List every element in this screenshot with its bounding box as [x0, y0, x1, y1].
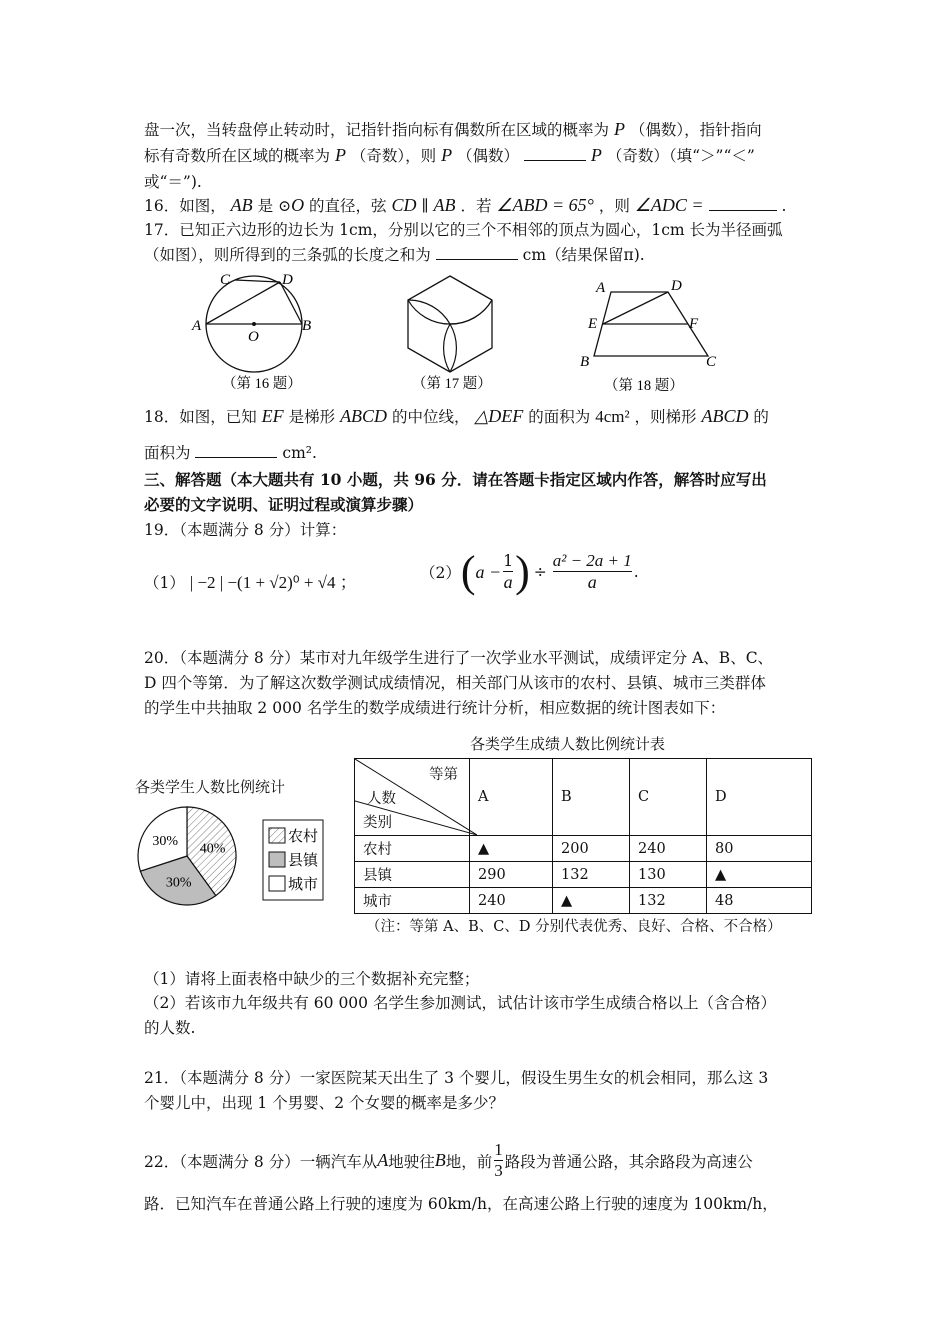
table-cell: 240: [630, 836, 707, 862]
answer-blank-17[interactable]: [436, 245, 518, 260]
header-d: D: [707, 759, 812, 836]
row-label: 农村: [355, 836, 470, 862]
q19-part1: （1） | −2 | −(1 + √2)⁰ + √4 ；: [144, 573, 357, 592]
q19-title: 19．（本题满分 8 分）计算：: [144, 521, 347, 539]
q20-line2: D 四个等第．为了解这次数学测试成绩情况，相关部门从该市的农村、县镇、城市三类群体: [144, 674, 766, 692]
table-note: （注：等第 A、B、C、D 分别代表优秀、良好、合格、不合格）: [366, 919, 782, 935]
answer-blank-15[interactable]: [524, 146, 586, 161]
row-label: 县镇: [355, 862, 470, 888]
q18-line1: 18．如图，已知 EF 是梯形 ABCD 的中位线， △DEF 的面积为 4cm² ，则梯形 ABCD 的: [144, 406, 769, 426]
header-c: C: [630, 759, 707, 836]
q15-line1: 盘一次，当转盘停止转动时，记指针指向标有偶数所在区域的概率为 P （偶数），指针指向: [144, 119, 762, 139]
table-title: 各类学生成绩人数比例统计表: [470, 735, 666, 753]
label-d18: D: [671, 278, 682, 294]
section-3-heading: 三、解答题（本大题共有 10 小题，共 96 分．请在答题卡指定区域内作答，解答时应写出: [144, 470, 767, 489]
row-label: 城市: [355, 888, 470, 914]
q18-line2: 面积为 cm².: [144, 444, 317, 462]
q16-line: 16．如图， AB 是 ⊙O 的直径，弦 CD ∥ AB ．若 ∠ABD = 65° ，则 ∠ADC = .: [144, 195, 787, 215]
pie-title: 各类学生人数比例统计: [135, 778, 286, 796]
pie-label: 40%: [199, 841, 226, 857]
right-paren: ): [515, 547, 530, 596]
label-c18: C: [706, 354, 717, 370]
label-f18: F: [689, 316, 699, 332]
table-cell: 130: [630, 862, 707, 888]
q17-line1: 17．已知正六边形的边长为 1cm，分别以它的三个不相邻的顶点为圆心，1cm 长为半径画弧: [144, 221, 783, 239]
answer-blank-16[interactable]: [709, 196, 777, 211]
q17-line2: （如图），则所得到的三条弧的长度之和为 cm（结果保留π).: [144, 246, 645, 264]
q20-line1: 20．（本题满分 8 分）某市对九年级学生进行了一次学业水平测试，成绩评定分 A、B、C、: [144, 649, 774, 667]
pie-label: 30%: [152, 834, 179, 850]
table-cell: ▲: [553, 888, 630, 914]
legend-swatch-rural: [269, 828, 285, 843]
pie-label: 30%: [165, 875, 192, 891]
table-cell: 80: [707, 836, 812, 862]
caption-17: （第 17 题）: [412, 376, 492, 392]
label-d: D: [282, 272, 293, 288]
header-a: A: [470, 759, 553, 836]
header-b: B: [553, 759, 630, 836]
figure-18: [580, 278, 717, 370]
score-table: [354, 758, 812, 914]
table-cell: 290: [470, 862, 553, 888]
figure-17: [408, 276, 492, 372]
label-b: B: [302, 318, 312, 334]
table-cell: 48: [707, 888, 812, 914]
legend-city: 城市: [288, 877, 319, 893]
q21-line2: 个婴儿中，出现 1 个男婴、2 个女婴的概率是多少？: [144, 1094, 505, 1112]
q20-sub1: （1）请将上面表格中缺少的三个数据补充完整；: [144, 970, 480, 988]
q19-part2: （2） ( a − $\frac{1}{a}$ ) ÷ $\frac{\text{a² − 2a + 1}}{a}$ .: [420, 547, 639, 596]
table-cell: ▲: [707, 862, 812, 888]
fraction-one-third: $\frac{1}{3}$: [494, 1140, 503, 1180]
legend-swatch-town: [269, 852, 285, 867]
caption-16: （第 16 题）: [222, 376, 302, 392]
fraction-quadratic: $\frac{\text{a² − 2a + 1}}{a}$: [552, 551, 632, 592]
q21-line1: 21．（本题满分 8 分）一家医院某天出生了 3 个婴儿，假设生男生女的机会相同，那么这 3: [144, 1069, 769, 1087]
label-a: A: [192, 318, 202, 334]
answer-blank-18[interactable]: [195, 443, 277, 458]
table-cell: 240: [470, 888, 553, 914]
figures-16-17-18: [180, 268, 740, 400]
label-b18: B: [580, 354, 590, 370]
q22-line2: 路．已知汽车在普通公路上行驶的速度为 60km/h，在高速公路上行驶的速度为 100km/h，: [144, 1195, 778, 1213]
label-e18: E: [588, 316, 598, 332]
caption-18: （第 18 题）: [604, 378, 684, 394]
pie-chart: [130, 800, 360, 910]
table-row: [355, 836, 812, 862]
q15-line3: 或“＝”).: [144, 173, 202, 191]
fraction-1-over-a: $\frac{1}{a}$: [503, 552, 514, 592]
legend-rural: 农村: [288, 829, 319, 845]
table-cell: 132: [553, 862, 630, 888]
label-a18: A: [596, 280, 606, 296]
label-c: C: [220, 272, 231, 288]
table-corner: 等第 人数 类别: [355, 759, 470, 836]
legend-swatch-city: [269, 876, 285, 891]
table-cell: 200: [553, 836, 630, 862]
table-row: [355, 862, 812, 888]
section-3-heading-2: 必要的文字说明、证明过程或演算步骤）: [144, 495, 424, 514]
table-row: [355, 888, 812, 914]
q20-sub2: （2）若该市九年级共有 60 000 名学生参加测试，试估计该市学生成绩合格以上（含合格）: [144, 994, 776, 1012]
figure-16: [191, 272, 311, 372]
q15-line2: 标有奇数所在区域的概率为 P （奇数），则 P （偶数） P （奇数）（填“＞”“＜”: [144, 145, 755, 165]
left-paren: (: [460, 547, 476, 596]
table-cell: 132: [630, 888, 707, 914]
q20-line3: 的学生中共抽取 2 000 名学生的数学成绩进行统计分析，相应数据的统计图表如下：: [144, 699, 726, 717]
q20-sub2b: 的人数.: [144, 1019, 196, 1037]
table-cell: ▲: [470, 836, 553, 862]
label-o: O: [248, 329, 259, 345]
q22-line1: 22．（本题满分 8 分）一辆汽车从 A 地驶往 B 地，前 $\frac{1}{3}$ 路段为普通公路，其余路段为高速公: [144, 1140, 753, 1180]
legend-town: 县镇: [288, 853, 319, 869]
